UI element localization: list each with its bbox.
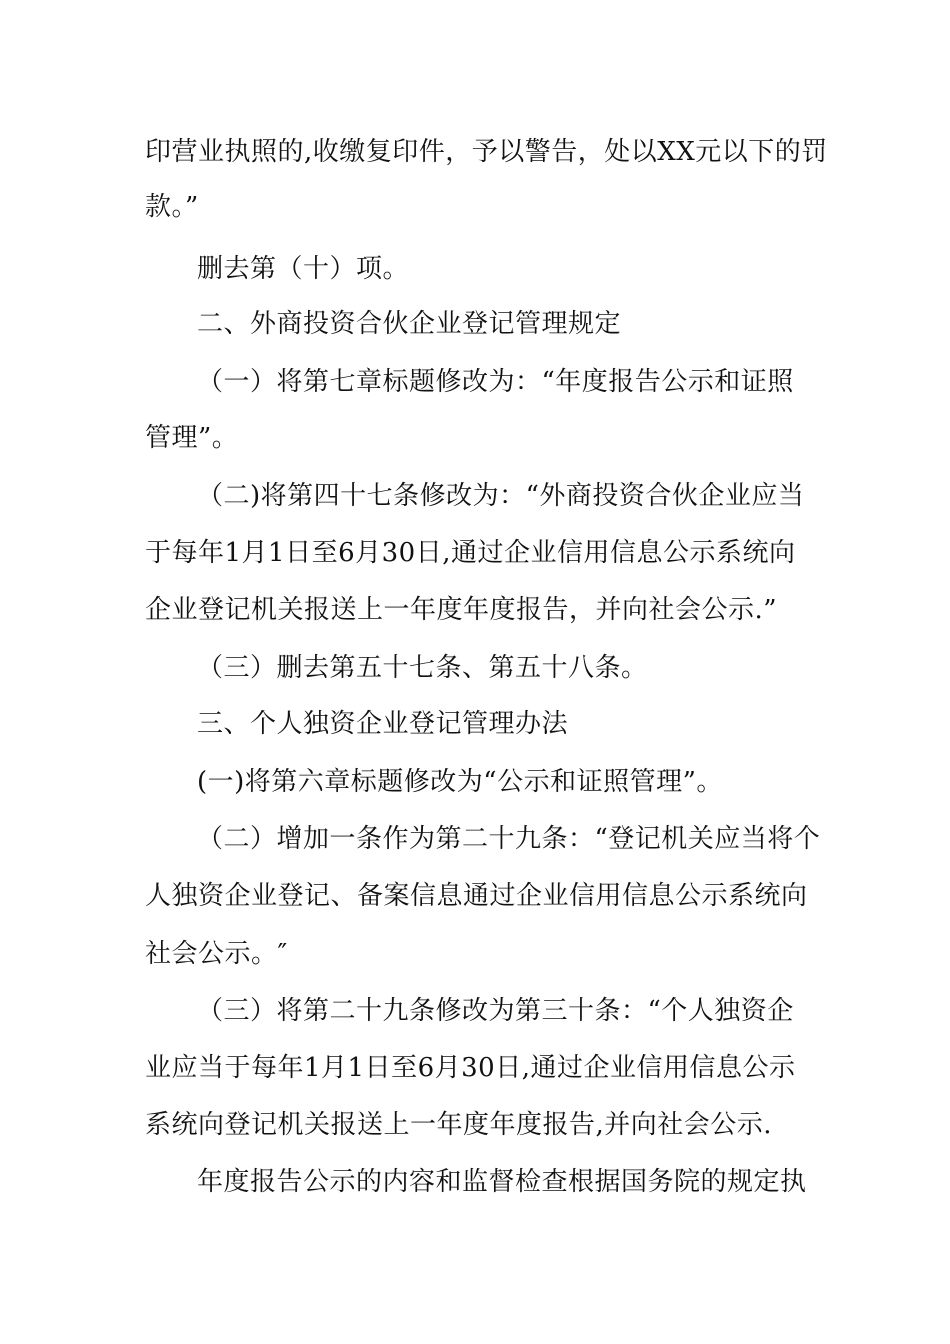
text-line: （二）增加一条作为第二十九条：“登记机关应当将个 (197, 824, 821, 854)
text-line: (一)将第六章标题修改为“公示和证照管理”。 (197, 767, 723, 797)
text-line: 印营业执照的,收缴复印件，予以警告，处以XX元以下的罚 (145, 137, 828, 167)
text-line: 人独资企业登记、备案信息通过企业信用信息公示系统向 (145, 881, 808, 911)
text-line: 年度报告公示的内容和监督检查根据国务院的规定执 (197, 1167, 807, 1197)
text-line: 删去第（十）项。 (197, 254, 410, 284)
section-heading: 三、个人独资企业登记管理办法 (197, 709, 569, 739)
text-line: 社会公示。″ (145, 939, 288, 969)
text-line: （一）将第七章标题修改为：“年度报告公示和证照 (197, 367, 794, 397)
text-line: 于每年1月1日至6月30日,通过企业信用信息公示系统向 (145, 538, 796, 568)
text-line: 企业登记机关报送上一年度年度报告，并向社会公示.” (145, 595, 778, 625)
text-line: 管理”。 (145, 423, 239, 453)
section-heading: 二、外商投资合伙企业登记管理规定 (197, 309, 622, 339)
text-line: （三）将第二十九条修改为第三十条：“个人独资企 (197, 996, 794, 1026)
text-line: （三）删去第五十七条、第五十八条。 (197, 653, 648, 683)
text-line: 款。” (145, 192, 199, 222)
text-line: 系统向登记机关报送上一年度年度报告,并向社会公示. (145, 1110, 773, 1140)
text-line: 业应当于每年1月1日至6月30日,通过企业信用信息公示 (145, 1053, 796, 1083)
text-line: （二)将第四十七条修改为：“外商投资合伙企业应当 (197, 481, 805, 511)
